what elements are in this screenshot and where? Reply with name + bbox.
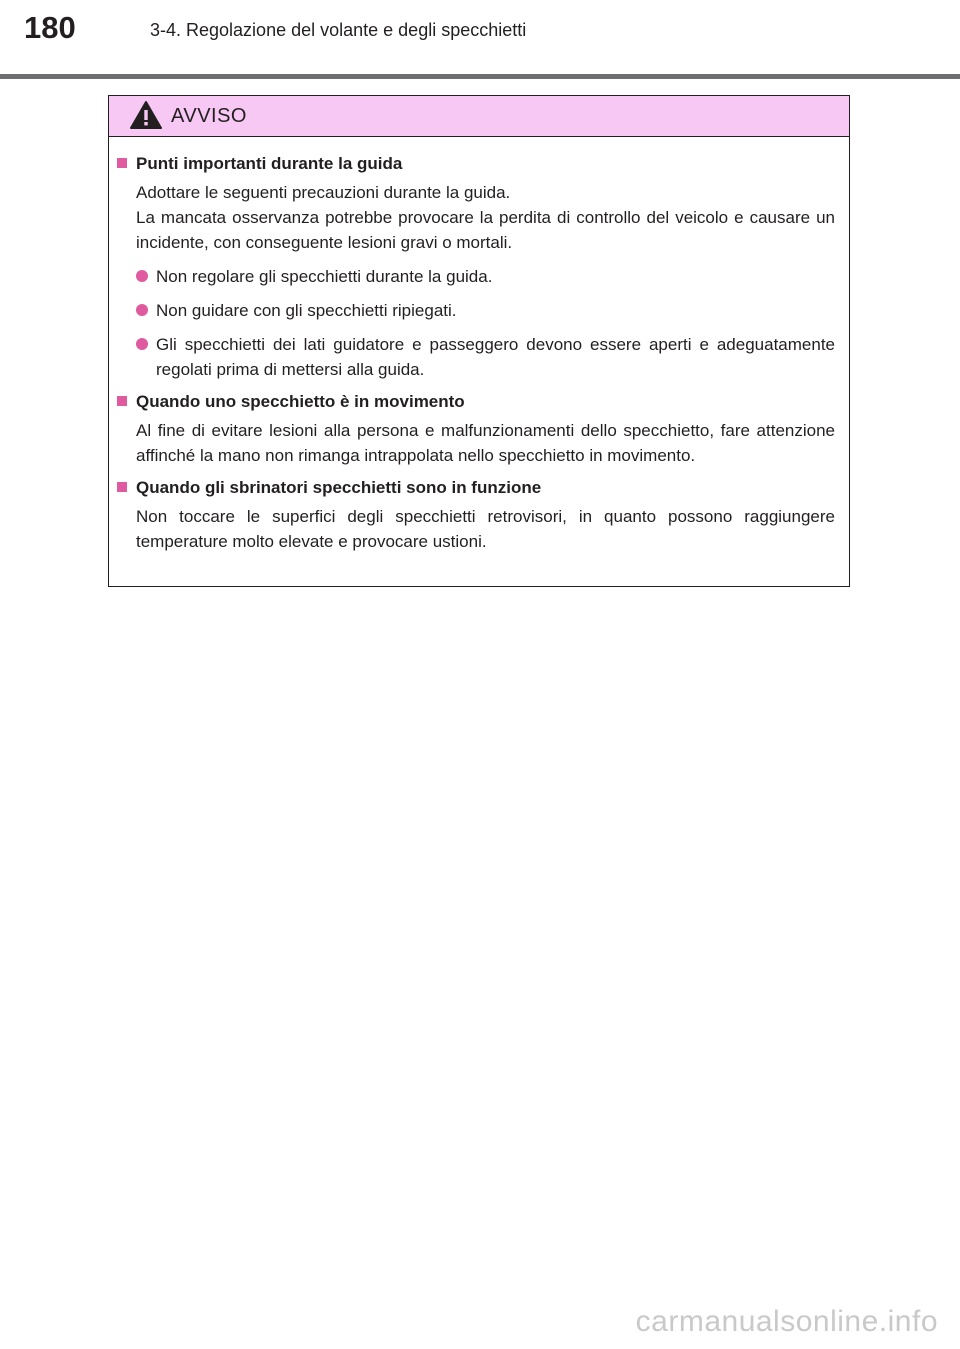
section-heading (117, 151, 835, 177)
section-paragraph (117, 180, 835, 255)
section-heading-text: Quando uno specchietto è in movimento (136, 392, 465, 411)
watermark: carmanualsonline.info (635, 1305, 938, 1338)
list-item-text: Gli specchietti dei lati guidatore e passeggero devono essere aperti e adeguatamente regolati prima di mettersi alla guida. (156, 335, 835, 379)
section-heading-text: Quando gli sbrinatori specchietti sono in funzione (136, 478, 542, 497)
circle-bullet-icon (136, 270, 148, 282)
warning-body (109, 137, 849, 554)
list-item (117, 264, 835, 289)
section-paragraph (117, 418, 835, 468)
paragraph-line: Adottare le seguenti precauzioni durante la guida. (136, 183, 511, 202)
circle-bullet-icon (136, 338, 148, 350)
warning-box (108, 95, 850, 587)
page-number: 180 (24, 10, 76, 45)
list-item-text: Non regolare gli specchietti durante la guida. (156, 267, 493, 286)
square-bullet-icon (117, 482, 127, 492)
paragraph-line: La mancata osservanza potrebbe provocare la perdita di controllo del veicolo e causare un incidente, con conseguente lesioni gravi o mortali. (136, 208, 835, 252)
paragraph-line: Non toccare le superfici degli specchietti retrovisori, in quanto possono raggiungere temperature molto elevate e provocare ustioni. (136, 507, 835, 551)
warning-triangle-icon (129, 100, 163, 130)
list-item-text: Non guidare con gli specchietti ripiegati. (156, 301, 457, 320)
warning-title: AVVISO (171, 104, 247, 127)
section-heading (117, 389, 835, 415)
section-paragraph (117, 504, 835, 554)
section-title: 3-4. Regolazione del volante e degli specchietti (150, 20, 527, 40)
square-bullet-icon (117, 396, 127, 406)
section-heading (117, 475, 835, 501)
warning-header (109, 96, 849, 137)
circle-bullet-icon (136, 304, 148, 316)
list-item (117, 332, 835, 382)
section-heading-text: Punti importanti durante la guida (136, 154, 403, 173)
header-divider (0, 74, 960, 79)
list-item (117, 298, 835, 323)
paragraph-line: Al fine di evitare lesioni alla persona e malfunzionamenti dello specchietto, fare attenzione affinché la mano non rimanga intrappolata nello specchietto in movimento. (136, 421, 835, 465)
square-bullet-icon (117, 158, 127, 168)
